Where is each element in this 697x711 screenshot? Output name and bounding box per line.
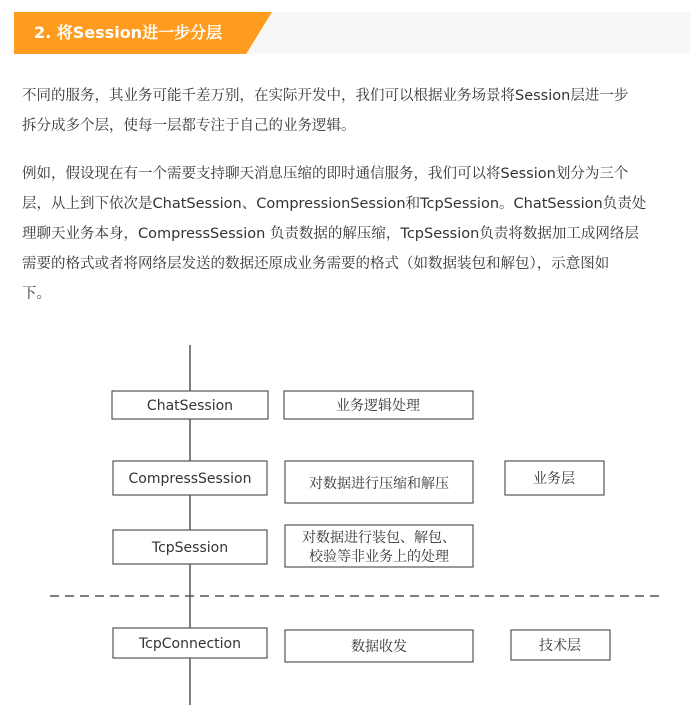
paragraph-line: 层，从上到下依次是ChatSession、CompressionSession和TcpSession。ChatSession负责处 [22, 196, 647, 212]
layer-chatsession [112, 391, 473, 419]
section-title: 2. 将Session进一步分层 [34, 23, 223, 42]
layer-description: 对数据进行压缩和解压 [309, 476, 449, 492]
layer-description: 数据收发 [351, 639, 407, 655]
layer-name: TcpConnection [139, 636, 241, 652]
group-label: 业务层 [533, 471, 575, 487]
paragraph-line: 下。 [22, 286, 51, 302]
layer-description: 业务逻辑处理 [336, 398, 420, 414]
layer-name: CompressSession [128, 471, 252, 487]
group-technical [511, 630, 610, 660]
paragraph-line: 例如，假设现在有一个需要支持聊天消息压缩的即时通信服务，我们可以将Session划分为三个 [22, 166, 629, 182]
group-business [505, 461, 604, 495]
layer-name: ChatSession [146, 398, 234, 414]
layer-compresssession [113, 461, 473, 503]
paragraph-line: 拆分成多个层，使每一层都专注于自己的业务逻辑。 [22, 118, 356, 134]
paragraph-line: 理聊天业务本身，CompressSession 负责数据的解压缩，TcpSession负责将数据加工成网络层 [22, 226, 639, 242]
layer-description: 校验等非业务上的处理 [309, 549, 449, 565]
paragraph-line: 不同的服务，其业务可能千差万别，在实际开发中，我们可以根据业务场景将Session层进一步 [22, 88, 629, 104]
layer-description: 对数据进行装包、解包、 [302, 530, 456, 546]
layer-tcpconnection [113, 628, 473, 662]
layer-tcpsession [113, 525, 473, 567]
paragraph-line: 需要的格式或者将网络层发送的数据还原成业务需要的格式（如数据装包和解包），示意图如 [22, 256, 610, 272]
layer-name: TcpSession [151, 540, 229, 556]
group-label: 技术层 [539, 638, 581, 654]
